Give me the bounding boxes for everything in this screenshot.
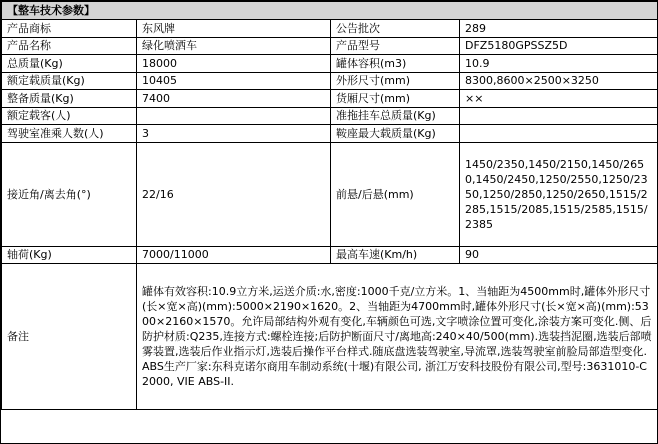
value-max-speed: 90 <box>460 246 658 264</box>
value-tank-volume: 10.9 <box>460 55 658 73</box>
spec-table <box>1 1 658 410</box>
label-remarks: 备注 <box>2 264 137 410</box>
value-remarks: 罐体有效容积:10.9立方米,运送介质:水,密度:1000千克/立方米。1、当轴距为4500mm时,罐体外形尺寸(长×宽×高)(mm):5000×2190×1620。2、当轴距为4700mm时,罐体外形尺寸(长×宽×高)(mm):5300×2160×1570。允许局部结构外观有变化,车辆颜色可选,文字喷涂位置可变化,涂装方案可变化.侧、后防护材质:Q235,连接方式:螺栓连接;后防护断面尺寸/离地高:240×40/500(mm).选装挡泥圈,选装后部喷雾装置,选装后作业指示灯,选装后操作平台样式.随底盘选装驾驶室,导流罩,选装驾驶室前脸局部造型变化. ABS生产厂家:东科克诺尔商用车制动系统(十堰)有限公司, 浙江万安科技股份有限公司,型号:3631010-C2000, VIE ABS-II. <box>137 264 658 410</box>
table-row <box>2 90 658 108</box>
value-cargo-size: ×× <box>460 90 658 108</box>
label-cargo-size: 货厢尺寸(mm) <box>331 90 460 108</box>
value-cab-seats: 3 <box>137 125 331 143</box>
value-trailer-mass <box>460 107 658 125</box>
table-row <box>2 142 658 246</box>
label-trailer-mass: 准拖挂车总质量(Kg) <box>331 107 460 125</box>
table-row <box>2 55 658 73</box>
table-row <box>2 107 658 125</box>
value-dimensions: 8300,8600×2500×3250 <box>460 72 658 90</box>
table-row <box>2 246 658 264</box>
value-overhang: 1450/2350,1450/2150,1450/2650,1450/2450,1250/2550,1250/2350,1250/2850,1250/2650,1515/2285,1515/2085,1515/2585,1515/2385 <box>460 142 658 246</box>
table-row <box>2 72 658 90</box>
label-tank-volume: 罐体容积(m3) <box>331 55 460 73</box>
value-gross-mass: 18000 <box>137 55 331 73</box>
label-overhang: 前悬/后悬(mm) <box>331 142 460 246</box>
label-trademark: 产品商标 <box>2 20 137 38</box>
value-saddle-load <box>460 125 658 143</box>
label-rated-passengers: 额定载客(人) <box>2 107 137 125</box>
label-cab-seats: 驾驶室准乘人数(人) <box>2 125 137 143</box>
label-max-speed: 最高车速(Km/h) <box>331 246 460 264</box>
label-gross-mass: 总质量(Kg) <box>2 55 137 73</box>
label-rated-load: 额定载质量(Kg) <box>2 72 137 90</box>
label-batch: 公告批次 <box>331 20 460 38</box>
label-saddle-load: 鞍座最大载质量(Kg) <box>331 125 460 143</box>
value-angles: 22/16 <box>137 142 331 246</box>
value-trademark: 东风牌 <box>137 20 331 38</box>
table-row <box>2 20 658 38</box>
label-product-name: 产品名称 <box>2 37 137 55</box>
section-title: 【整车技术参数】 <box>2 2 658 20</box>
value-axle-load: 7000/11000 <box>137 246 331 264</box>
value-rated-load: 10405 <box>137 72 331 90</box>
label-angles: 接近角/离去角(°) <box>2 142 137 246</box>
value-rated-passengers <box>137 107 331 125</box>
value-product-name: 绿化喷洒车 <box>137 37 331 55</box>
label-model: 产品型号 <box>331 37 460 55</box>
label-curb-mass: 整备质量(Kg) <box>2 90 137 108</box>
label-axle-load: 轴荷(Kg) <box>2 246 137 264</box>
value-batch: 289 <box>460 20 658 38</box>
table-row <box>2 264 658 410</box>
value-model: DFZ5180GPSSZ5D <box>460 37 658 55</box>
value-curb-mass: 7400 <box>137 90 331 108</box>
label-dimensions: 外形尺寸(mm) <box>331 72 460 90</box>
table-row <box>2 125 658 143</box>
table-row <box>2 37 658 55</box>
